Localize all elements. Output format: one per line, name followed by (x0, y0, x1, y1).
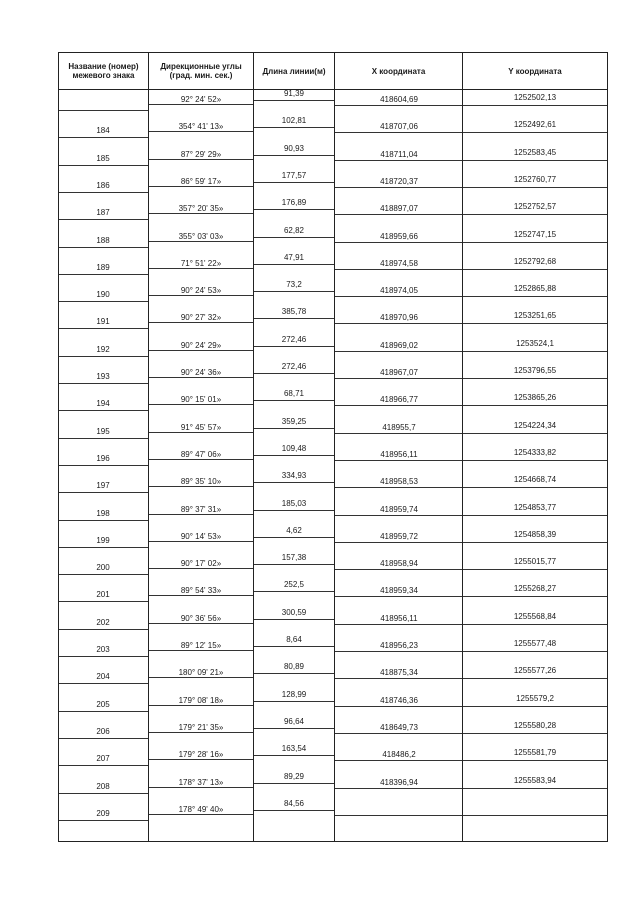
line-divider (254, 237, 334, 238)
x-coordinate: 418396,94 (380, 777, 418, 787)
line-divider (254, 755, 334, 756)
direction-angle: 180° 09' 21» (178, 668, 224, 678)
line-length: 102,81 (281, 116, 307, 126)
point-divider (335, 296, 462, 297)
point-divider (59, 383, 148, 384)
line-length: 4,62 (286, 525, 302, 535)
x-coordinate: 418897,07 (380, 204, 418, 214)
point-number: 209 (96, 808, 110, 818)
direction-angle: 71° 51' 22» (180, 258, 222, 268)
y-coordinate: 1252502,13 (513, 93, 557, 102)
direction-angle: 90° 24' 36» (180, 368, 222, 377)
y-coordinate: 1255568,84 (513, 611, 557, 621)
line-divider (149, 104, 253, 105)
line-divider (254, 373, 334, 374)
y-coordinate: 1255581,79 (513, 748, 557, 758)
x-coordinate: 418955,7 (382, 422, 416, 432)
point-number: 189 (96, 262, 110, 272)
point-divider (59, 683, 148, 684)
header-y: Y координата (508, 66, 562, 76)
x-coordinate: 418967,07 (380, 368, 418, 377)
point-divider (463, 760, 607, 761)
point-divider (335, 105, 462, 106)
line-divider (149, 186, 253, 187)
line-divider (254, 291, 334, 292)
y-coordinate: 1253865,26 (513, 393, 557, 403)
y-coordinate: 1255577,48 (513, 639, 557, 648)
line-divider (149, 432, 253, 433)
point-number: 190 (96, 290, 110, 300)
survey-table (58, 52, 608, 842)
line-divider (254, 673, 334, 674)
line-divider (254, 100, 334, 101)
y-coordinate: 1255015,77 (513, 557, 557, 567)
line-length: 89,29 (283, 771, 305, 781)
x-coordinate: 418966,77 (380, 395, 418, 405)
point-number: 195 (96, 426, 110, 436)
line-divider (149, 377, 253, 378)
point-divider (59, 219, 148, 220)
x-coordinate: 418956,23 (380, 641, 418, 650)
line-length: 177,57 (281, 170, 307, 180)
point-divider (335, 132, 462, 133)
direction-angle: 91° 45' 57» (180, 422, 222, 432)
point-divider (463, 378, 607, 379)
direction-angle: 90° 17' 02» (180, 559, 222, 569)
line-divider (254, 591, 334, 592)
line-divider (254, 400, 334, 401)
line-divider (254, 346, 334, 347)
y-coordinate: 1255583,94 (513, 775, 557, 785)
point-divider (59, 438, 148, 439)
x-coordinate: 418958,94 (380, 559, 418, 569)
header-angles: Дирекционные углы (град. мин. сек.) (160, 62, 242, 80)
point-number: 201 (96, 590, 110, 600)
point-divider (335, 269, 462, 270)
x-coordinate: 418969,02 (380, 340, 418, 350)
line-divider (254, 537, 334, 538)
direction-angle: 89° 54' 33» (180, 586, 222, 596)
x-coordinate: 418486,2 (382, 750, 416, 760)
point-divider (59, 410, 148, 411)
x-coordinate: 418649,73 (380, 722, 418, 732)
point-divider (335, 405, 462, 406)
point-number: 193 (96, 372, 110, 381)
line-divider (149, 486, 253, 487)
line-length: 272,46 (281, 362, 307, 371)
line-divider (149, 759, 253, 760)
point-divider (59, 356, 148, 357)
line-divider (254, 510, 334, 511)
line-divider (254, 564, 334, 565)
y-coordinate: 1253796,55 (513, 366, 557, 375)
line-divider (254, 783, 334, 784)
point-divider (59, 465, 148, 466)
point-divider (463, 323, 607, 324)
point-number: 202 (96, 617, 110, 627)
point-number: 186 (96, 180, 110, 190)
x-coordinate: 418974,58 (380, 258, 418, 268)
x-coordinate: 418959,66 (380, 231, 418, 241)
line-divider (254, 428, 334, 429)
point-divider (335, 351, 462, 352)
point-divider (59, 629, 148, 630)
direction-angle: 92° 24' 52» (180, 95, 222, 104)
line-divider (254, 646, 334, 647)
line-divider (149, 131, 253, 132)
y-coordinate: 1254858,39 (513, 529, 557, 539)
line-divider (149, 295, 253, 296)
point-number: 206 (96, 726, 110, 736)
line-divider (254, 482, 334, 483)
line-length: 68,71 (283, 389, 305, 399)
direction-angle: 90° 14' 53» (180, 531, 222, 541)
point-divider (463, 678, 607, 679)
direction-angle: 355° 03' 03» (178, 231, 224, 241)
point-divider (335, 460, 462, 461)
line-length: 300,59 (281, 607, 307, 617)
point-divider (335, 596, 462, 597)
line-divider (149, 268, 253, 269)
point-divider (463, 596, 607, 597)
x-coordinate: 418720,37 (380, 176, 418, 186)
point-divider (59, 192, 148, 193)
point-divider (59, 793, 148, 794)
line-length: 334,93 (281, 471, 307, 481)
line-divider (149, 705, 253, 706)
point-divider (463, 160, 607, 161)
point-divider (59, 765, 148, 766)
line-divider (254, 701, 334, 702)
point-divider (335, 542, 462, 543)
point-divider (59, 274, 148, 275)
point-divider (335, 187, 462, 188)
point-number: 191 (96, 317, 110, 327)
point-divider (463, 788, 607, 789)
x-coordinate: 418707,06 (380, 122, 418, 132)
point-divider (335, 788, 462, 789)
line-divider (149, 677, 253, 678)
point-divider (463, 542, 607, 543)
line-divider (149, 650, 253, 651)
line-divider (254, 455, 334, 456)
line-divider (254, 619, 334, 620)
line-divider (254, 728, 334, 729)
point-number: 185 (96, 153, 110, 163)
point-number: 192 (96, 344, 110, 354)
line-length: 163,54 (281, 744, 307, 754)
point-divider (59, 165, 148, 166)
point-divider (463, 815, 607, 816)
direction-angle: 178° 49' 40» (178, 804, 224, 814)
point-divider (463, 242, 607, 243)
x-coordinate: 418958,53 (380, 477, 418, 487)
line-divider (149, 404, 253, 405)
line-divider (149, 213, 253, 214)
point-divider (59, 711, 148, 712)
point-divider (59, 137, 148, 138)
point-number: 198 (96, 508, 110, 518)
point-divider (463, 733, 607, 734)
line-divider (149, 514, 253, 515)
point-divider (335, 378, 462, 379)
line-divider (254, 155, 334, 156)
point-divider (59, 820, 148, 821)
line-divider (149, 732, 253, 733)
line-length: 91,39 (283, 89, 305, 98)
point-number: 188 (96, 235, 110, 245)
line-divider (254, 209, 334, 210)
direction-angle: 89° 47' 06» (180, 449, 222, 459)
x-coordinate: 418956,11 (380, 613, 418, 623)
line-divider (149, 623, 253, 624)
point-divider (463, 651, 607, 652)
line-length: 128,99 (281, 689, 307, 699)
line-length: 176,89 (281, 198, 307, 208)
y-coordinate: 1254333,82 (513, 447, 557, 457)
y-coordinate: 1254853,77 (513, 502, 557, 512)
y-coordinate: 1253524,1 (516, 338, 554, 348)
point-divider (463, 187, 607, 188)
line-divider (149, 595, 253, 596)
x-coordinate: 418746,36 (380, 695, 418, 705)
direction-angle: 90° 24' 29» (180, 340, 222, 350)
point-divider (463, 351, 607, 352)
point-divider (463, 515, 607, 516)
point-divider (59, 601, 148, 602)
line-divider (149, 541, 253, 542)
point-divider (463, 624, 607, 625)
point-divider (463, 460, 607, 461)
direction-angle: 179° 28' 16» (178, 750, 224, 760)
line-divider (149, 787, 253, 788)
line-divider (254, 318, 334, 319)
point-divider (335, 569, 462, 570)
direction-angle: 179° 08' 18» (178, 695, 224, 705)
line-length: 252,5 (283, 580, 305, 590)
header-length: Длина линии(м) (262, 66, 326, 76)
y-coordinate: 1253251,65 (513, 311, 557, 321)
y-coordinate: 1252583,45 (513, 147, 557, 157)
point-divider (463, 269, 607, 270)
point-number: 199 (96, 535, 110, 545)
point-divider (335, 815, 462, 816)
line-length: 62,82 (283, 225, 305, 235)
line-length: 90,93 (283, 143, 305, 153)
point-divider (59, 110, 148, 111)
line-divider (254, 810, 334, 811)
direction-angle: 90° 24' 53» (180, 286, 222, 296)
point-number: 187 (96, 208, 110, 218)
point-divider (463, 132, 607, 133)
point-divider (59, 574, 148, 575)
point-divider (335, 323, 462, 324)
x-coordinate: 418711,04 (380, 149, 418, 159)
point-divider (463, 569, 607, 570)
point-divider (59, 492, 148, 493)
point-divider (59, 656, 148, 657)
x-coordinate: 418959,72 (380, 531, 418, 541)
point-divider (335, 733, 462, 734)
line-length: 359,25 (281, 416, 307, 426)
point-divider (335, 487, 462, 488)
point-divider (59, 247, 148, 248)
point-divider (59, 738, 148, 739)
y-coordinate: 1252865,88 (513, 284, 557, 294)
direction-angle: 89° 37' 31» (180, 504, 222, 514)
point-number: 207 (96, 754, 110, 764)
point-number: 200 (96, 563, 110, 573)
line-length: 47,91 (283, 252, 305, 262)
line-divider (149, 159, 253, 160)
line-divider (149, 814, 253, 815)
point-divider (335, 160, 462, 161)
point-divider (59, 301, 148, 302)
y-coordinate: 1252747,15 (513, 229, 557, 239)
point-divider (335, 433, 462, 434)
x-coordinate: 418604,69 (380, 95, 418, 104)
point-divider (335, 651, 462, 652)
point-number: 204 (96, 672, 110, 682)
line-divider (254, 182, 334, 183)
line-divider (149, 241, 253, 242)
line-length: 272,46 (281, 334, 307, 344)
header-name: Название (номер) межевого знака (68, 62, 139, 80)
point-number: 203 (96, 645, 110, 654)
point-divider (335, 760, 462, 761)
line-length: 73,2 (286, 280, 302, 290)
direction-angle: 90° 27' 32» (180, 313, 222, 323)
line-length: 185,03 (281, 498, 307, 508)
x-coordinate: 418959,74 (380, 504, 418, 514)
y-coordinate: 1252752,57 (513, 202, 557, 212)
point-divider (463, 706, 607, 707)
header-x: X координата (371, 66, 426, 76)
line-length: 8,64 (286, 635, 302, 644)
line-length: 109,48 (281, 443, 307, 453)
point-divider (59, 328, 148, 329)
point-divider (463, 433, 607, 434)
direction-angle: 179° 21' 35» (178, 722, 224, 732)
y-coordinate: 1255268,27 (513, 584, 557, 594)
point-divider (335, 214, 462, 215)
point-divider (335, 515, 462, 516)
point-divider (463, 296, 607, 297)
line-divider (149, 459, 253, 460)
y-coordinate: 1254224,34 (513, 420, 557, 430)
point-divider (463, 405, 607, 406)
point-divider (335, 678, 462, 679)
point-number: 184 (96, 126, 110, 136)
line-length: 157,38 (281, 553, 307, 563)
y-coordinate: 1255580,28 (513, 720, 557, 730)
line-divider (254, 264, 334, 265)
point-divider (59, 520, 148, 521)
point-divider (335, 624, 462, 625)
y-coordinate: 1255577,26 (513, 666, 557, 676)
direction-angle: 87° 29' 29» (180, 149, 222, 159)
x-coordinate: 418959,34 (380, 586, 418, 596)
line-length: 96,64 (283, 716, 305, 726)
direction-angle: 89° 35' 10» (180, 477, 222, 487)
y-coordinate: 1252792,68 (513, 256, 557, 266)
point-number: 196 (96, 453, 110, 463)
direction-angle: 86° 59' 17» (180, 176, 222, 186)
point-number: 208 (96, 781, 110, 791)
y-coordinate: 1255579,2 (516, 693, 554, 703)
line-length: 80,89 (283, 662, 305, 672)
line-length: 84,56 (283, 798, 305, 808)
direction-angle: 90° 36' 56» (180, 613, 222, 623)
point-divider (59, 547, 148, 548)
point-divider (463, 487, 607, 488)
x-coordinate: 418970,96 (380, 313, 418, 323)
line-divider (149, 568, 253, 569)
line-divider (149, 322, 253, 323)
line-length: 385,78 (281, 307, 307, 317)
y-coordinate: 1252492,61 (513, 120, 557, 130)
direction-angle: 89° 12' 15» (180, 641, 222, 650)
point-number: 205 (96, 699, 110, 709)
direction-angle: 357° 20' 35» (178, 204, 224, 214)
x-coordinate: 418974,05 (380, 286, 418, 296)
line-divider (254, 127, 334, 128)
line-divider (149, 350, 253, 351)
direction-angle: 90° 15' 01» (180, 395, 222, 405)
point-number: 194 (96, 399, 110, 409)
x-coordinate: 418875,34 (380, 668, 418, 678)
direction-angle: 178° 37' 13» (178, 777, 224, 787)
point-divider (463, 214, 607, 215)
point-number: 197 (96, 481, 110, 491)
point-divider (463, 105, 607, 106)
x-coordinate: 418956,11 (380, 449, 418, 459)
point-divider (335, 242, 462, 243)
y-coordinate: 1254668,74 (513, 475, 557, 485)
direction-angle: 354° 41' 13» (178, 122, 224, 132)
y-coordinate: 1252760,77 (513, 174, 557, 184)
point-divider (335, 706, 462, 707)
